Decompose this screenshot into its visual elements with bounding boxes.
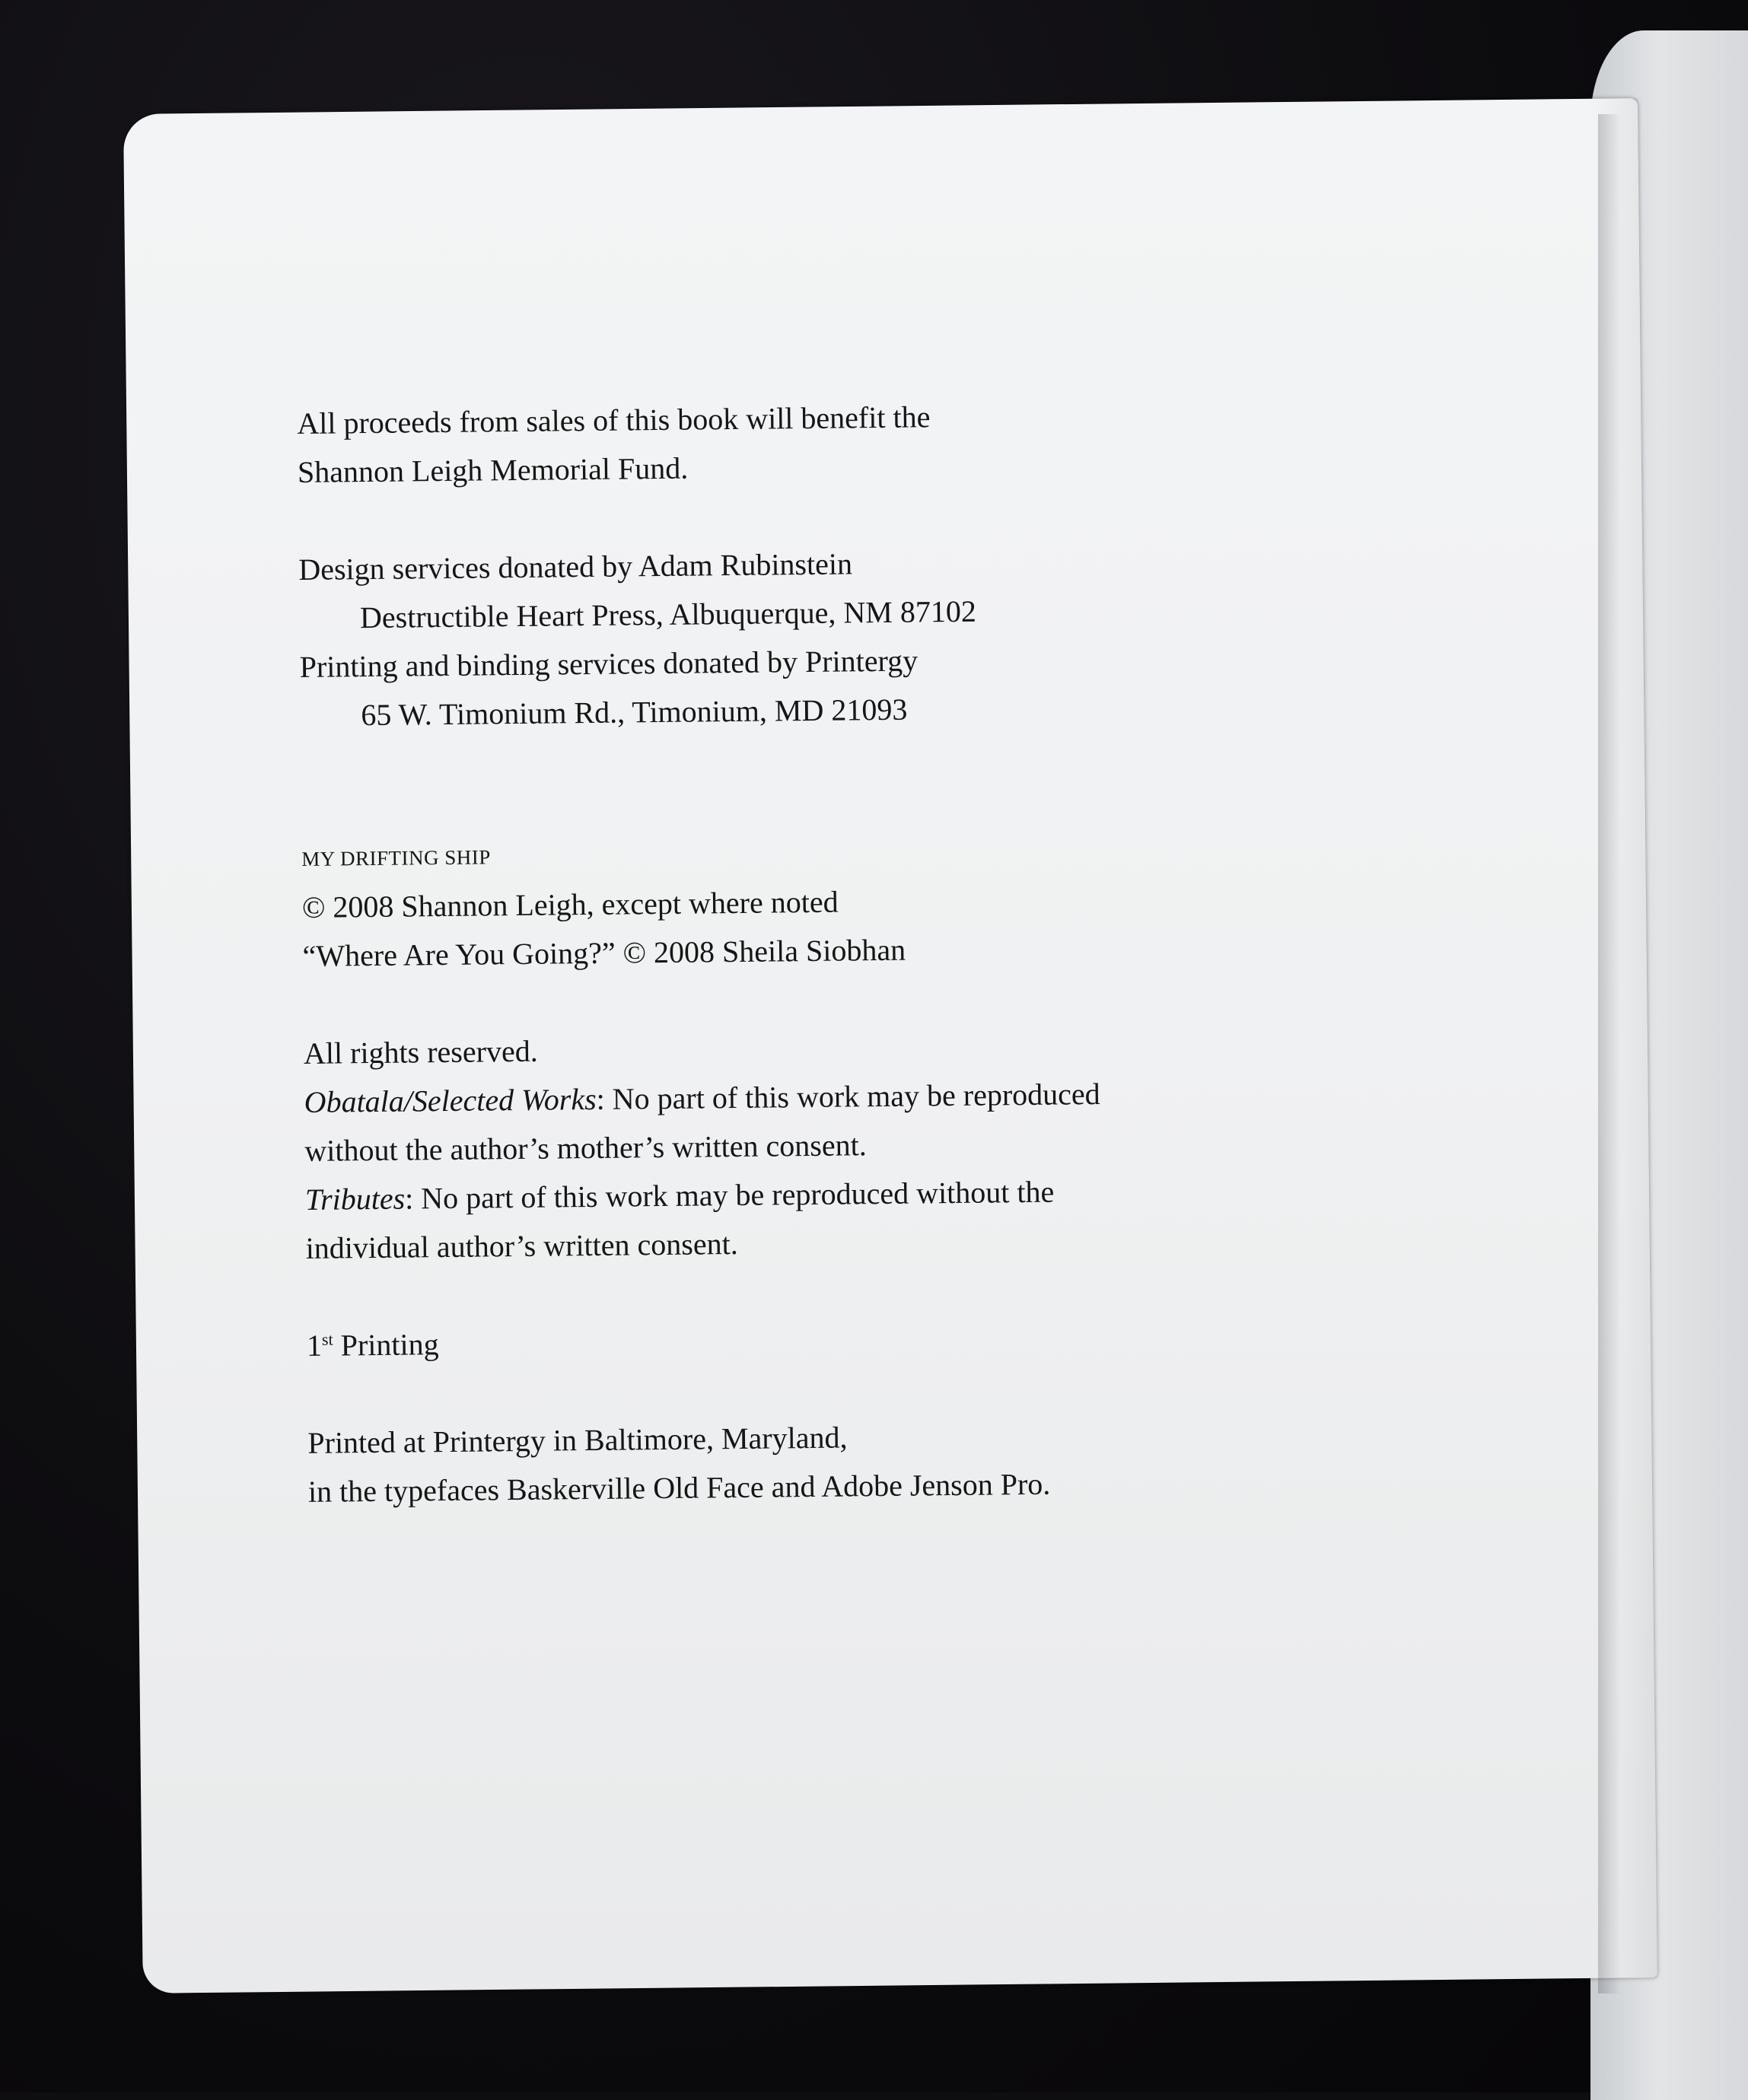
colophon-line-1: Printed at Printergy in Baltimore, Maryland, [307,1420,848,1460]
printing-address: 65 W. Timonium Rd., Timonium, MD 21093 [361,692,908,733]
copyright-line-1: © 2008 Shannon Leigh, except where noted [301,884,839,924]
proceeds-line-2: Shannon Leigh Memorial Fund. [297,450,689,489]
book-gutter [1598,114,1621,1993]
printing-credit: Printing and binding services donated by Printergy [299,643,919,684]
rights-reserved: All rights reserved. [303,1033,538,1071]
obatala-label: Obatala/Selected Works [304,1081,597,1119]
obatala-rights-line-2: without the author’s mother’s written consent. [304,1128,867,1168]
copyright-page-text [297,388,1412,1516]
printing-ordinal: st [321,1329,333,1349]
printing-word: Printing [333,1327,439,1363]
book-title: MY DRIFTING SHIP [301,845,491,870]
design-credit: Design services donated by Adam Rubinstein [298,546,853,587]
tributes-text: : No part of this work may be reproduced without the [404,1174,1055,1216]
copyright-line-2: “Where Are You Going?” © 2008 Sheila Siobhan [302,932,906,973]
tributes-rights-line-2: individual author’s written consent. [305,1226,738,1265]
obatala-text: : No part of this work may be reproduced [596,1076,1100,1116]
tributes-label: Tributes [304,1181,406,1217]
printing-number: 1 [306,1328,323,1363]
design-address: Destructible Heart Press, Albuquerque, NM 87102 [359,593,977,635]
proceeds-line-1: All proceeds from sales of this book will benefit the [297,399,931,441]
printing-edition [307,1310,1411,1370]
colophon-line-2: in the typefaces Baskerville Old Face and Adobe Jenson Pro. [307,1466,1051,1509]
